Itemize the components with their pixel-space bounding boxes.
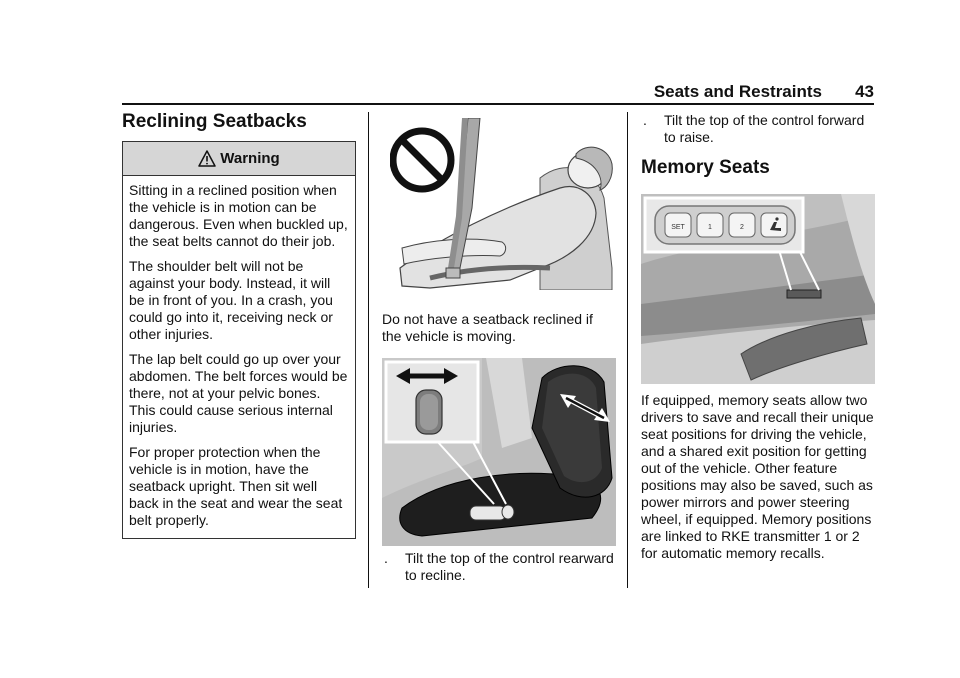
- section-title: Seats and Restraints: [653, 82, 822, 101]
- memory-button-set: [665, 213, 691, 237]
- memory-button-1-label: 1: [708, 224, 712, 231]
- reclined-occupant-illustration: [390, 118, 616, 290]
- reclined-caption: Do not have a seatback reclined if the vehicle is moving.: [382, 311, 593, 344]
- seat-recline-control-illustration: [382, 358, 616, 546]
- column-divider-2: [627, 112, 628, 588]
- warning-paragraph-3: The lap belt could go up over your abdomen. The belt forces would be there, not at your pelvic bones. This could cause serious internal injuries.: [129, 351, 348, 435]
- memory-seats-paragraph: If equipped, memory seats allow two drivers to save and recall their unique seat positions for driving the vehicle, and a shared exit position for getting out of the vehicle. Other feature positions may also be saved, such as power mirrors and power steering wheel, if equipped. Memory positions are linked to RKE transmitter 1 or 2 for automatic memory recalls.: [641, 392, 874, 561]
- warning-box: [122, 141, 356, 539]
- memory-button-set-label: SET: [671, 224, 685, 231]
- warning-icon: [198, 150, 216, 167]
- bullet-marker: .: [384, 550, 388, 566]
- bullet-raise: [641, 112, 875, 146]
- bullet-raise-text: Tilt the top of the control forward to raise.: [664, 112, 865, 145]
- warning-paragraph-4: For proper protection when the vehicle is in motion, have the seatback upright. Then sit well back in the seat and wear the seat belt properly.: [129, 444, 343, 528]
- section-heading-memory: Memory Seats: [641, 157, 770, 178]
- warning-header: [123, 142, 355, 176]
- warning-body: [123, 176, 355, 538]
- header-rule: [122, 103, 874, 105]
- memory-button-exit: [761, 213, 787, 237]
- bullet-recline-text: Tilt the top of the control rearward to recline.: [405, 550, 614, 583]
- section-heading-reclining: Reclining Seatbacks: [122, 111, 307, 132]
- prohibited-icon: [393, 131, 451, 189]
- bullet-marker: .: [643, 112, 647, 128]
- warning-paragraph-2: The shoulder belt will not be against your body. Instead, it will be in front of you. In a crash, you could go into it, receiving neck or other injuries.: [129, 258, 333, 342]
- warning-paragraph-1: Sitting in a reclined position when the vehicle is in motion can be dangerous. Even when buckled up, the seat belts cannot do their job.: [129, 182, 348, 249]
- column-divider-1: [368, 112, 369, 588]
- memory-button-2-label: 2: [740, 224, 744, 231]
- running-header: [122, 82, 874, 104]
- memory-seat-buttons-illustration: [641, 194, 875, 384]
- page-number: 43: [855, 82, 874, 101]
- memory-button-2: [729, 213, 755, 237]
- memory-button-1: [697, 213, 723, 237]
- warning-title: Warning: [220, 150, 280, 167]
- bullet-recline: [382, 550, 614, 584]
